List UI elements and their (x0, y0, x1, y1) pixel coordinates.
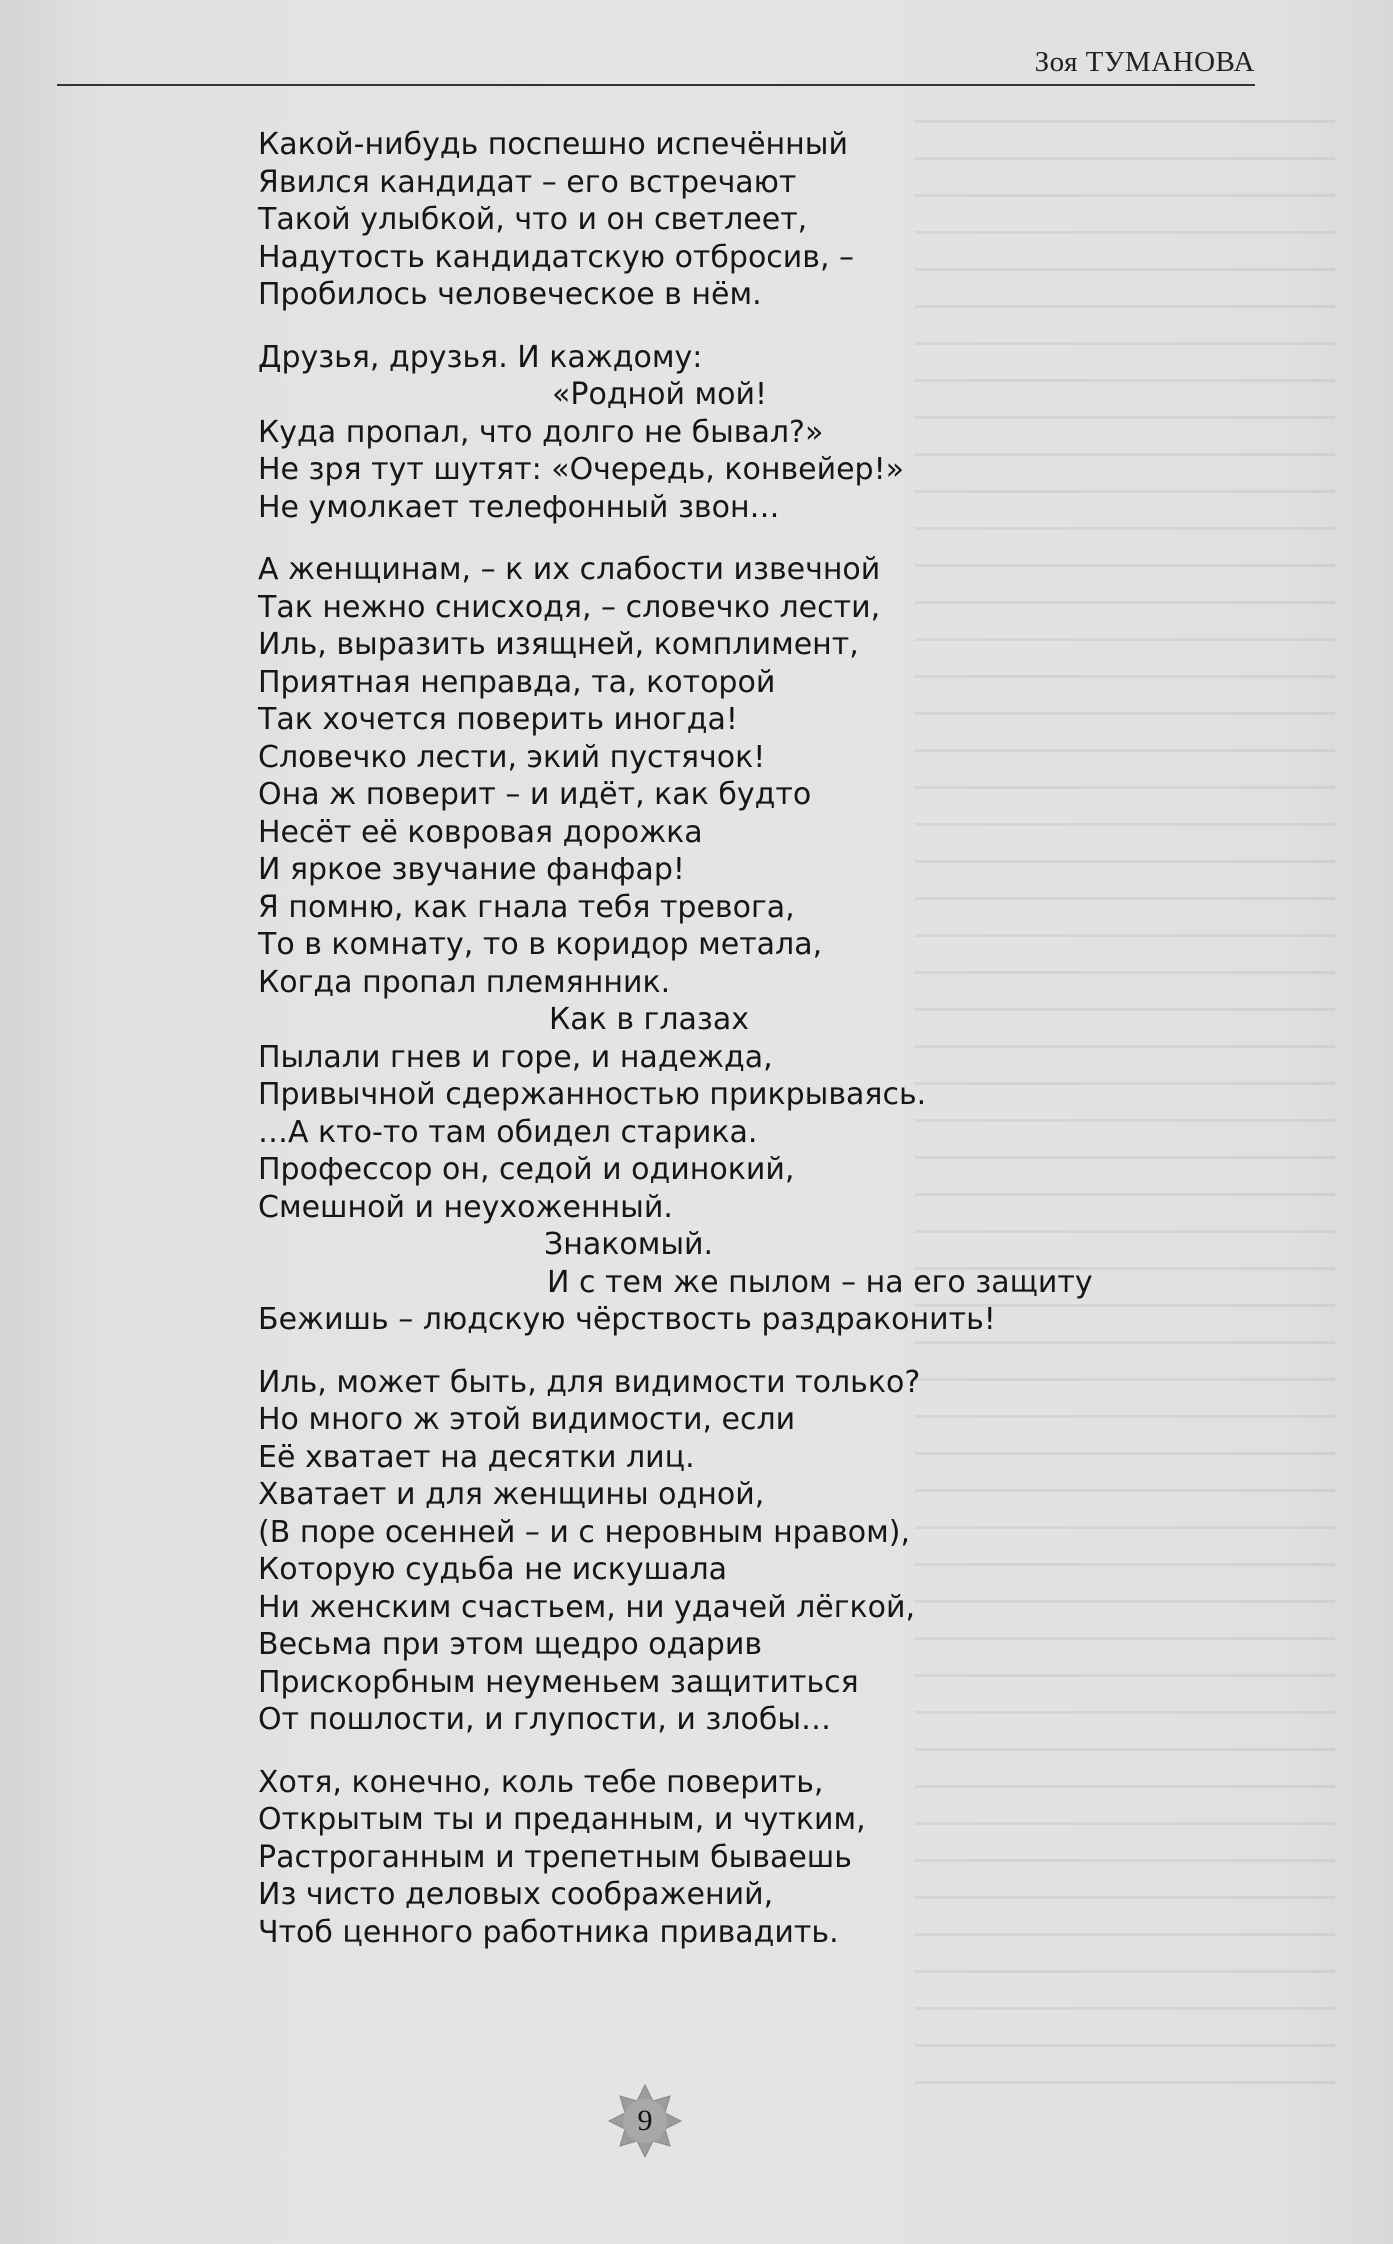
page-number: 9 (637, 2104, 653, 2137)
poem-line: И яркое звучание фанфар! (258, 852, 685, 887)
stanza-gap (258, 1339, 1158, 1364)
stanza-gap (258, 1739, 1158, 1764)
poem-line: Не умолкает телефонный звон… (258, 489, 780, 525)
poem-line: …А кто-то там обидел старика. (258, 1114, 758, 1150)
poem-line: От пошлости, и глупости, и злобы… (258, 1702, 832, 1737)
poem-line: Которую судьба не искушала (258, 1552, 728, 1587)
poem-line: Чтоб ценного работника привадить. (258, 1914, 839, 1950)
poem-line: Такой улыбкой, что и он светлеет, (258, 202, 808, 237)
stanza (258, 1764, 1158, 1952)
poem-line: Не зря тут шутят: «Очередь, конвейер!» (258, 452, 904, 487)
poem-line: Но много ж этой видимости, если (258, 1402, 796, 1437)
poem-line: А женщинам, – к их слабости извечной (258, 552, 881, 587)
poem-line: Так хочется поверить иногда! (258, 702, 738, 737)
poem-line: Она ж поверит – и идёт, как будто (258, 777, 812, 812)
poem-line: Бежишь – людскую чёрствость раздраконить! (258, 1302, 996, 1337)
poem-line: Прискорбным неуменьем защититься (258, 1664, 859, 1700)
poem-line: Пылали гнев и горе, и надежда, (258, 1039, 773, 1075)
poem-line: Профессор он, седой и одинокий, (258, 1152, 795, 1187)
poem-line: Пробилось человеческое в нём. (258, 277, 762, 312)
poem-line: Так нежно снисходя, – словечко лести, (258, 589, 881, 625)
poem-line: Растроганным и трепетным бываешь (258, 1839, 852, 1875)
poem-line: Ни женским счастьем, ни удачей лёгкой, (258, 1589, 916, 1625)
poem-line: Весьма при этом щедро одарив (258, 1627, 763, 1662)
poem-line: Привычной сдержанностью прикрываясь. (258, 1077, 927, 1112)
header-rule (57, 84, 1255, 86)
poem-line: Иль, может быть, для видимости только? (258, 1364, 921, 1400)
poem-line: Куда пропал, что долго не бывал?» (258, 414, 824, 450)
page-number-badge (607, 2083, 683, 2159)
poem-body (258, 126, 1158, 1951)
poem-line: То в комнату, то в коридор метала, (258, 927, 823, 962)
stanza-gap (258, 314, 1158, 339)
poem-line: Надутость кандидатскую отбросив, – (258, 239, 855, 275)
poem-line: Приятная неправда, та, которой (258, 664, 776, 700)
poem-line: Явился кандидат – его встречают (258, 164, 797, 200)
poem-line: Какой-нибудь поспешно испечённый (258, 127, 848, 162)
poem-line-indented: Знакомый. (544, 1227, 714, 1262)
running-header-author: Зоя ТУМАНОВА (1034, 46, 1255, 78)
poem-line-indented: «Родной мой! (552, 377, 768, 412)
poem-line: (В поре осенней – и с неровным нравом), (258, 1514, 911, 1550)
poem-line: Смешной и неухоженный. (258, 1189, 673, 1225)
poem-line: Когда пропал племянник. (258, 964, 671, 1000)
stanza (258, 1364, 1158, 1739)
poem-line: Друзья, друзья. И каждому: (258, 339, 703, 375)
stanza-gap (258, 526, 1158, 551)
poem-line: Иль, выразить изящней, комплимент, (258, 627, 859, 662)
stanza (258, 339, 1158, 527)
poem-line: Её хватает на десятки лиц. (258, 1439, 695, 1475)
poem-line: Хотя, конечно, коль тебе поверить, (258, 1764, 824, 1800)
poem-line: Открытым ты и преданным, и чутким, (258, 1802, 866, 1837)
poem-line: Хватает и для женщины одной, (258, 1477, 765, 1512)
stanza (258, 126, 1158, 314)
poem-line-indented: Как в глазах (549, 1002, 749, 1037)
poem-line: Из чисто деловых соображений, (258, 1877, 774, 1912)
poem-line: Несёт её ковровая дорожка (258, 814, 703, 850)
poem-line: Словечко лести, экий пустячок! (258, 739, 766, 775)
poem-line-indented: И с тем же пылом – на его защиту (547, 1264, 1093, 1300)
poem-line: Я помню, как гнала тебя тревога, (258, 889, 795, 925)
stanza (258, 551, 1158, 1339)
